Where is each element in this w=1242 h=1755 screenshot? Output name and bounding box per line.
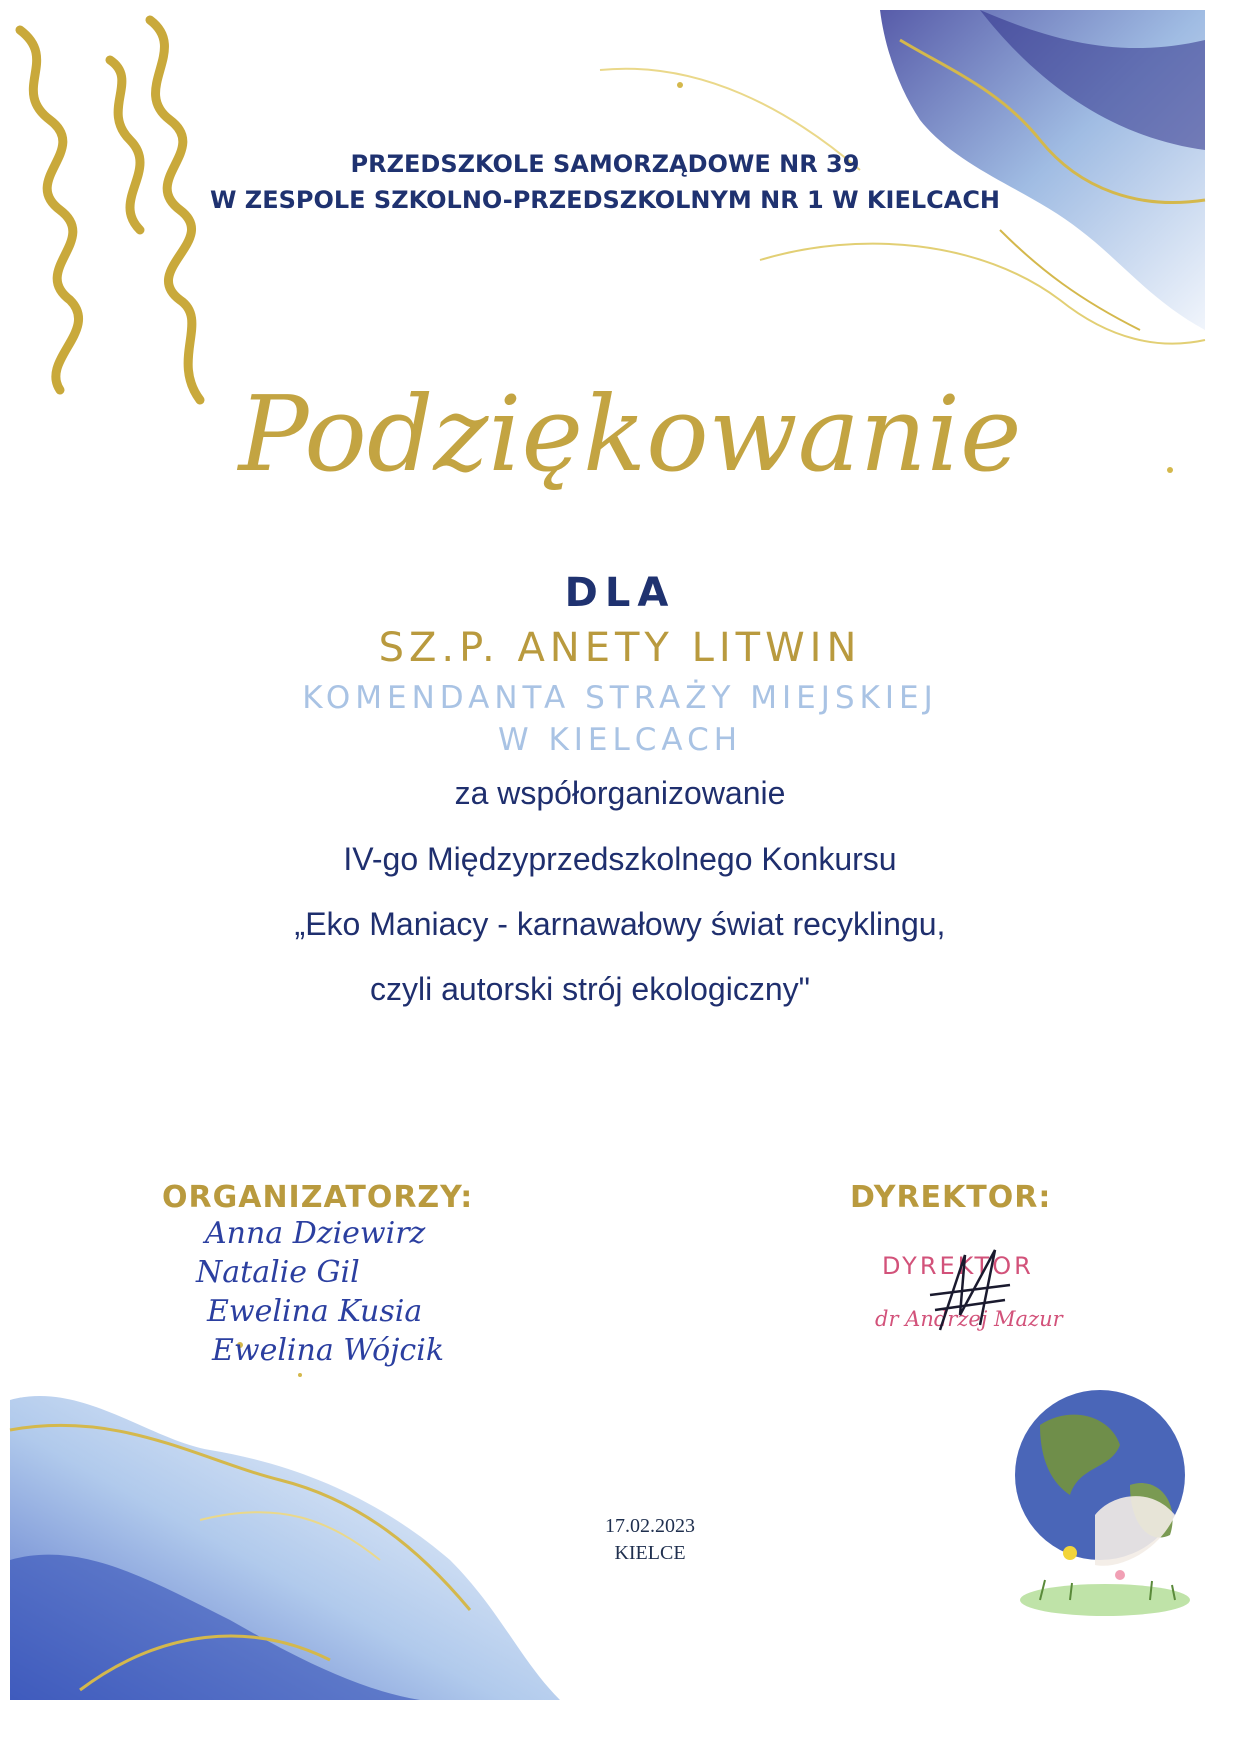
director-stamp-name: dr Andrzej Mazur: [875, 1307, 1063, 1331]
title-script: [238, 350, 1022, 540]
bottom-left-marble: [10, 1342, 560, 1700]
recipient-role-line-2: W KIELCACH: [497, 722, 743, 758]
director-stamp-title: DYREKTOR: [882, 1252, 1034, 1280]
director-signature: [920, 1245, 1020, 1345]
recipient-name: SZ.P. ANETY LITWIN: [378, 625, 862, 671]
certificate-title: Podziękowanie: [238, 373, 1022, 495]
earth-hand-icon: [1000, 1375, 1200, 1625]
organizer-signature: Ewelina Kusia: [207, 1294, 423, 1329]
school-name-line-2: W ZESPOLE SZKOLNO-PRZEDSZKOLNYM NR 1 W KIELCACH: [209, 186, 1001, 214]
body-line-2: IV-go Międzyprzedszkolnego Konkursu: [343, 841, 897, 877]
issue-place: KIELCE: [614, 1542, 686, 1564]
body-line-1: za współorganizowanie: [454, 775, 786, 811]
organizer-signature: Anna Dziewirz: [205, 1216, 426, 1251]
body-line-3: „Eko Maniacy - karnawałowy świat recyklingu,: [294, 906, 946, 942]
director-label: DYREKTOR:: [850, 1180, 1052, 1215]
organizer-signature: Ewelina Wójcik: [212, 1333, 445, 1368]
organizers-label: ORGANIZATORZY:: [162, 1180, 474, 1215]
school-name-line-1: PRZEDSZKOLE SAMORZĄDOWE NR 39: [350, 150, 860, 178]
dla-label: DLA: [564, 570, 676, 616]
issue-date: 17.02.2023: [605, 1515, 695, 1537]
organizer-signature: Natalie Gil: [196, 1255, 360, 1290]
body-line-4: czyli autorski strój ekologiczny": [370, 971, 810, 1007]
recipient-role-line-1: KOMENDANTA STRAŻY MIEJSKIEJ: [302, 680, 938, 716]
